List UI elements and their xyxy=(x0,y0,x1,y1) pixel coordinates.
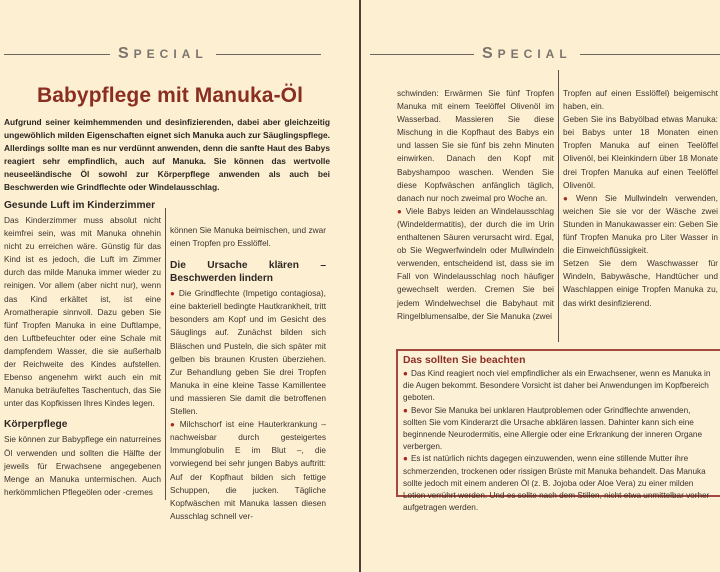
section-heading: Die Ursache klären – Beschwerden lindern xyxy=(170,260,326,285)
notice-bullet: ● Bevor Sie Manuka bei unklaren Hautproblemen oder Grindflechte anwenden, sollten Sie vom Kinderarzt die Ursache abklären lassen. Dahinter kann sich eine beginnende Neurodermitis, eine Allergie oder eine Erkrankung der inneren Organe verbergen. xyxy=(403,405,703,452)
header-rule-right xyxy=(580,54,720,55)
notice-box xyxy=(396,349,720,513)
continuation-text: können Sie Manuka beimischen, und zwar einen Tropfen pro Esslöffel. xyxy=(170,225,326,249)
section-heading: Gesunde Luft im Kinderzimmer xyxy=(4,200,156,211)
section-label: SPECIAL xyxy=(482,45,572,62)
bullet-icon: ● xyxy=(403,454,408,464)
notice-bullet: ● Es ist natürlich nichts dagegen einzuwenden, wenn eine stillende Mutter ihre schmerzenden, trockenen oder rissigen Brüste mit Manuka behandelt. Das Manuka sollte jedoch mit einem anderen Öl (z. B. Jojoba oder Aloe Vera) zu einer milden Lotion verrührt werden. Und es sollte nach dem Stillen, nicht etwa unmittelbar vorher aufgetragen werden. xyxy=(403,454,710,513)
column-divider xyxy=(558,70,559,342)
bullet-icon: ● xyxy=(403,405,408,415)
header-rule-right xyxy=(216,54,321,55)
header-rule-left xyxy=(4,54,110,55)
left-column-2 xyxy=(170,224,326,523)
right-column-1 xyxy=(397,87,554,323)
section-body: Das Kinderzimmer muss absolut nicht keimfrei sein, was mit Manuka ohnehin nicht zu erreichen wäre. Günstig für das Kind ist es jedoch, die Luft im Zimmer durch das milde Manuka immer wieder zu reinigen. Vor allem (aber nicht nur), wenn das Kind erkältet ist, ist eine Aromatherapie sinnvoll. Dazu geben Sie fünf Tropfen Manuka in eine Duftlampe, den Luftbefeuchter oder eine Schale mit dampfendem Wasser, die sie außerhalb der Reichweite des Kindes aufstellen. Ebenso angenehm wirkt auch ein mit Manuka beträufeltes Taschentuch, das Sie unter das Kopfkissen Ihres Kindes legen. xyxy=(4,215,161,409)
bullet-icon: ● xyxy=(403,369,408,378)
bullet-icon: ● xyxy=(170,420,177,430)
continuation-text: Tropfen auf einen Esslöffel) beigemischt haben, ein. xyxy=(563,88,718,112)
article-title: Babypflege mit Manuka-Öl xyxy=(36,84,304,107)
notice-heading: Das sollten Sie beachten xyxy=(403,355,526,366)
bullet-paragraph: ● Die Grindflechte (Impetigo contagiosa), eine bakteriell bedingte Hautkrankheit, tritt besonders am Kopf und im Gesicht des Säuglings auf. Zunächst bilden sich Bläschen und Pusteln, die sich später mit gelben bis braunen Krusten überziehen. Zur Behandlung geben Sie drei Tropfen Manuka in eine kleine Tasse Kamillentee und massieren Sie damit die betroffenen Stellen. xyxy=(170,288,326,417)
section-body: Sie können zur Babypflege ein naturreines Öl verwenden und sollten die Hälfte der jeweils für Erwachsene angegebenen Menge an Manuka untermischen. Auch herkömmlichen Pflegeölen oder -cremes xyxy=(4,434,161,497)
bullet-paragraph: ● Viele Babys leiden an Windelausschlag (Windeldermatitis), der durch die im Urin enthaltenen Säuren verursacht wird. Egal, ob Sie Wegwerfwindeln oder Mullwindeln verwenden, entscheidend ist, dass sie im Fall von Windelausschlag noch häufiger gewechselt werden. Cremen Sie bei jedem Windelwechsel die Babyhaut mit Ringelblumensalbe, der Sie Manuka (zwei xyxy=(397,205,554,321)
left-column-1 xyxy=(4,199,161,499)
bullet-icon: ● xyxy=(170,289,176,299)
section-heading: Körperpflege xyxy=(4,419,68,431)
right-page xyxy=(361,0,720,572)
paragraph: Geben Sie ins Babyölbad etwas Manuka: bei Babys unter 18 Monaten einen Tropfen Manuka auf einen Teelöffel Olivenöl, bei Kleinkindern über 18 Monate drei Tropfen Manuka auf einen Teelöffel Olivenöl. xyxy=(563,114,718,190)
article-intro: Aufgrund seiner keimhemmenden und desinfizierenden, dabei aber gleichzeitig ungewöhlich milden Eigenschaften eignet sich Manuka auch zur Säuglingspflege. Allerdings sollte man es nur verdünnt anwenden, denn die sanfte Haut des Babys reagiert sehr empfindlich, auch auf Manuka. Sie können das wertvolle neuseeländische Öl sowohl zur Körperpflege anwenden als auch bei Beschwerden wie Grindflechte oder Windelausschlag. xyxy=(4,117,330,193)
left-page xyxy=(0,0,359,572)
section-header xyxy=(4,44,326,64)
section-label: SPECIAL xyxy=(118,45,208,62)
notice-bullet: ● Das Kind reagiert noch viel empfindlicher als ein Erwachsener, wenn es Manuka in die Augen bekommt. Besondere Vorsicht ist daher bei Anwendungen im Kopfbereich geboten. xyxy=(403,369,711,403)
paragraph: Setzen Sie dem Waschwasser für Windeln, Babywäsche, Handtücher und Waschlappen einige Tropfen Manuka zu, das wirkt desinfizierend. xyxy=(563,258,718,308)
column-divider xyxy=(165,208,166,500)
bullet-icon: ● xyxy=(563,193,573,203)
bullet-icon: ● xyxy=(397,206,403,216)
section-header xyxy=(370,44,720,64)
continuation-text: schwinden: Erwärmen Sie fünf Tropfen Manuka mit einem Teelöffel Olivenöl im Wasserbad. Massieren Sie diese Mischung in die Kopfhaut des Babys ein und lassen Sie sie fünf bis zehn Minuten einwirken. Danach den Kopf mit Babyshampoo waschen. Wenden Sie diese Kopfwäschen anfänglich täglich, danach nur noch zweimal pro Woche an. xyxy=(397,88,554,203)
bullet-paragraph: ● Milchschorf ist eine Hauterkrankung – nachweisbar durch gesteigertes Immunglobulin E im Blut –, die vorwiegend bei sehr jungen Babys auftritt: Auf der Kopfhaut bilden sich fettige Schuppen, die jucken. Tägliche Kopfwäschen mit Manuka lassen diesen Ausschlag schnell ver- xyxy=(170,419,326,521)
right-column-2 xyxy=(563,87,718,310)
bullet-paragraph: ● Wenn Sie Mullwindeln verwenden, weichen Sie sie vor der Wäsche zwei Stunden in Manukawasser ein: Geben Sie fünf Tropfen Manuka pro Liter Wasser in die Einweichflüssigkeit. xyxy=(563,192,718,256)
header-rule-left xyxy=(370,54,474,55)
